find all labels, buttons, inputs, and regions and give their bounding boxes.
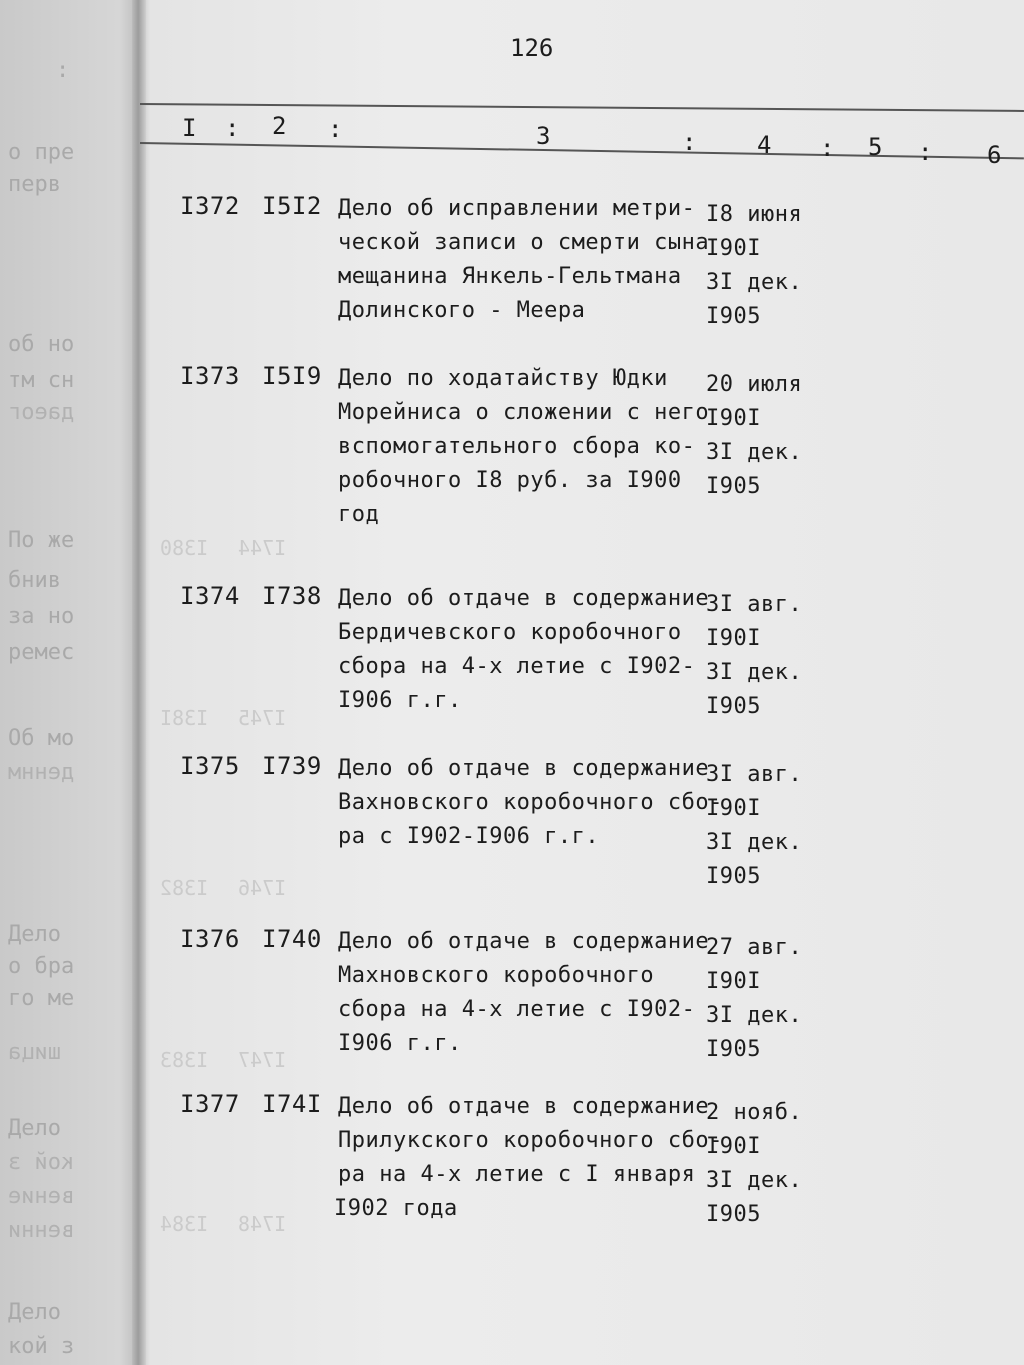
bleed-through-text: I747 (238, 1048, 287, 1072)
file-number: I740 (262, 925, 322, 953)
header-top-rule (140, 103, 1024, 112)
left-page-fragment: тм сн (8, 368, 75, 393)
record-title-line: Морейниса о сложении с него (338, 400, 710, 425)
record-date: 27 авг. (706, 935, 803, 960)
header-col2: 2 (272, 112, 287, 140)
left-page-fragment: даеог (8, 400, 75, 425)
page-fold (132, 0, 146, 1365)
record-title-line: Прилукского коробочного сбо- (338, 1128, 723, 1153)
file-number: I5I2 (262, 192, 322, 220)
file-number: I739 (262, 752, 322, 780)
left-page-fragment: о бра (8, 954, 75, 979)
record-title-line: Дело об отдаче в содержание (338, 1094, 710, 1119)
record-title-line: мещанина Янкель-Гельтмана (338, 264, 682, 289)
record-title-line: сбора на 4-х летие с I902- (338, 997, 696, 1022)
file-number: I74I (262, 1090, 322, 1118)
record-date: I905 (706, 474, 761, 499)
header-sep: : (225, 114, 240, 142)
left-page-fragment: кой з (8, 1334, 75, 1359)
record-number: I374 (180, 582, 240, 610)
header-col3: 3 (536, 122, 551, 150)
left-page-fragment: за но (8, 604, 75, 629)
left-page-fragment: Дело (8, 1116, 61, 1141)
record-number: I372 (180, 192, 240, 220)
record-date: 3I дек. (706, 1168, 803, 1193)
record-title-line: I906 г.г. (338, 688, 462, 713)
record-title-line: Вахновского коробочного сбо- (338, 790, 723, 815)
record-title-line: ческой записи о смерти сына (338, 230, 710, 255)
record-title-line: сбора на 4-х летие с I902- (338, 654, 696, 679)
header-sep: : (328, 115, 343, 143)
bleed-through-text: I380 (160, 536, 209, 560)
file-number: I5I9 (262, 362, 322, 390)
record-date: 2 нояб. (706, 1100, 803, 1125)
page-number: 126 (510, 34, 554, 62)
left-page-fragment: деннм (8, 760, 75, 785)
header-col5: 5 (868, 133, 883, 161)
record-number: I373 (180, 362, 240, 390)
header-sep: : (820, 134, 835, 162)
record-date: I8 июня (706, 202, 803, 227)
record-date: 3I дек. (706, 1003, 803, 1028)
record-title-line: Бердичевского коробочного (338, 620, 682, 645)
bleed-through-text: I38I (160, 706, 209, 730)
record-title-line: год (338, 502, 380, 527)
record-number: I376 (180, 925, 240, 953)
record-title-line: I906 г.г. (338, 1031, 462, 1056)
header-col1: I (182, 114, 197, 142)
record-title-line: Махновского коробочного (338, 963, 655, 988)
left-page-fragment: : (56, 58, 70, 83)
record-title-line: Дело об отдаче в содержание (338, 756, 710, 781)
record-title-line: Дело по ходатайству Юдки (338, 366, 668, 391)
record-date: I905 (706, 304, 761, 329)
left-page-fragment: По же (8, 528, 75, 553)
bleed-through-text: I382 (160, 876, 209, 900)
record-date: 3I дек. (706, 660, 803, 685)
bleed-through-text: I745 (238, 706, 287, 730)
left-page-fragment: вение (8, 1184, 75, 1209)
header-col4: 4 (757, 131, 772, 159)
record-title-line: вспомогательного сбора ко- (338, 434, 696, 459)
record-date: I90I (706, 236, 761, 261)
record-date: I90I (706, 969, 761, 994)
left-page-fragment: венни (8, 1218, 75, 1243)
header-sep: : (918, 138, 933, 166)
record-title-line: ра на 4-х летие с I января (338, 1162, 696, 1187)
left-page-fragment: Дело (8, 922, 61, 947)
record-title-line: Долинского - Меера (338, 298, 586, 323)
record-date: I905 (706, 694, 761, 719)
record-number: I377 (180, 1090, 240, 1118)
bleed-through-text: I748 (238, 1212, 287, 1236)
record-date: I90I (706, 406, 761, 431)
bleed-through-text: I383 (160, 1048, 209, 1072)
file-number: I738 (262, 582, 322, 610)
left-page-fragment: Об мо (8, 726, 75, 751)
header-bottom-rule (140, 142, 1024, 159)
record-date: I90I (706, 796, 761, 821)
left-page-fragment: шица (8, 1040, 61, 1065)
record-title-line: I902 года (334, 1196, 458, 1221)
record-title-line: Дело об отдаче в содержание (338, 929, 710, 954)
record-date: I905 (706, 864, 761, 889)
header-sep: : (682, 128, 697, 156)
bleed-through-text: I746 (238, 876, 287, 900)
record-date: I905 (706, 1202, 761, 1227)
left-page-fragment: ремес (8, 640, 75, 665)
record-date: I90I (706, 626, 761, 651)
left-page-fragment: перв (8, 172, 61, 197)
record-date: 3I авг. (706, 592, 803, 617)
left-page-fragment: об но (8, 332, 75, 357)
record-date: 3I дек. (706, 270, 803, 295)
bleed-through-text: I744 (238, 536, 287, 560)
bleed-through-text: I384 (160, 1212, 209, 1236)
left-facing-page (0, 0, 140, 1365)
record-date: 3I дек. (706, 830, 803, 855)
record-date: 3I авг. (706, 762, 803, 787)
record-title-line: робочного I8 руб. за I900 (338, 468, 682, 493)
left-page-fragment: Дело (8, 1300, 61, 1325)
left-page-fragment: кой з (8, 1150, 75, 1175)
left-page-fragment: о пре (8, 140, 75, 165)
record-date: I905 (706, 1037, 761, 1062)
header-col6: 6 (987, 141, 1002, 169)
record-number: I375 (180, 752, 240, 780)
record-date: I90I (706, 1134, 761, 1159)
left-page-fragment: бнив (8, 568, 61, 593)
record-date: 20 июля (706, 372, 803, 397)
record-title-line: Дело об отдаче в содержание (338, 586, 710, 611)
record-title-line: ра с I902-I906 г.г. (338, 824, 600, 849)
left-page-fragment: го ме (8, 986, 75, 1011)
record-date: 3I дек. (706, 440, 803, 465)
record-title-line: Дело об исправлении метри- (338, 196, 696, 221)
